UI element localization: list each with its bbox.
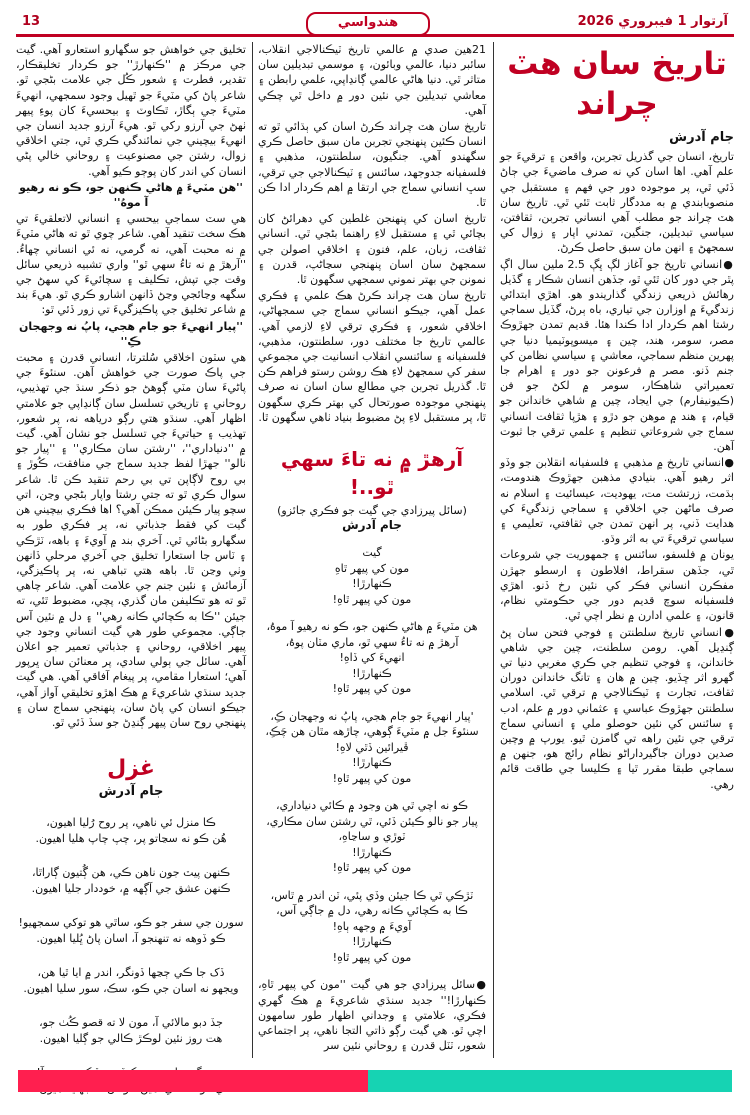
poem-line: ڪنهارڙا! xyxy=(352,845,392,859)
page-header xyxy=(16,12,734,34)
ghazal-title: غزل xyxy=(107,756,155,782)
poem-line: ڦيرائين ڏٿي لاهِ! xyxy=(335,740,409,754)
newspaper-logo: هندواسي xyxy=(306,12,430,36)
poem-line: مون کي پيهر ٿاهِ xyxy=(334,561,410,575)
ghazal-couplet xyxy=(16,915,246,947)
poem-line: ڪنهارڙا! xyxy=(352,935,392,949)
poem-title: آرهڙ ۾ نه تاءَ سهي ٿو..! xyxy=(280,447,464,500)
article-paragraph: تخليق جي خواهش جو سگهارو استعارو آهي. گيت جي مرڪز ۾ ''ڪنهارڙ'' جو ڪردار تخليقڪار، تقدير، فطرت ۽ شعور ڪُل جي علامت بڻجي ٿو. شاعر پاڻ کي مٽيءَ جو ٿهيل وجود سمجهي، انهيءَ مٽيءَ جي ٻگاڙ، ٿڪاوٽ ۽ بيحسيءَ کان پوءِ پيهر ٺهڻ جي آرزو رکي ٿو. هيءَ آرزو جديد انسان جي انهيءَ بيچيني جي نمائندگي ڪري ٿي، جتي اخلاقي زوال، رشتن جي مصنوعيت ۽ روحاني خالي پڻي انسان کي اندر کان پوڄو ڪيو آهي. xyxy=(16,43,246,178)
ghazal-line: هت روز نئين لوڪڙ ڪالي جو ڳليا اهيون. xyxy=(39,1032,223,1046)
article-byline: جام آدرش xyxy=(669,130,734,145)
poem-line: گيت xyxy=(362,546,382,560)
ghazal-line: ڪو ڏوهه نه تنهنجو آ، اسان پاڻ ڀُليا اهيون. xyxy=(36,932,226,946)
ghazal-line: هُن ڪو نه سڃاتو پر، چپ چاپ هليا اهيون. xyxy=(35,832,227,846)
header-rule xyxy=(16,34,734,37)
poem-line: ڪا به ڪچائي ڪانه رهي، دل ۾ جاڳي آس، xyxy=(276,904,468,918)
poem-line: مون کي پيهر ٿاهِ! xyxy=(332,682,412,696)
ghazal-couplet xyxy=(16,965,246,997)
poem-stanza xyxy=(258,619,486,697)
ghazal-line: ڪنهن پيٽ جون ناهن ڪي، هن ڳُتيون ڳاراٿا، xyxy=(31,866,231,880)
poem-line: پيار جو نالو ڪيئن ڏئي، ٿي رشتن سان مڪاري، xyxy=(266,814,478,828)
poem-line: مون کي پيهر ٿاهِ! xyxy=(332,771,412,785)
middle-column xyxy=(258,42,486,1055)
article-paragraph: ●انساني تاريخ جو آغاز لڳ ڀڳ 2.5 ملين سال اڳ پٿر جي دور کان ٿئي ٿو، جڏهن انسان شڪار ۽ گڏيل رهائش ذريعي زندگي گذاريندو هو. اهڙي ابتدائي زندگيءَ ۾ اوزارن جي تياري، باه ٻرڻ، گڏيل سماجي رشتا اهم ڪردار ادا ڪندا هئا. قديم تمدن جهڙوڪ مصر، سومر، هند، چين ۽ ميسوپوٽيميا دنيا جي پهرين منظم سماجي، معاشي ۽ سياسي نظامن کي جنم ڏنو. مصر ۾ فرعونن جو دور ۽ اهرام جا تعميراتي شاهڪار، سومر ۾ لکڻ جو فن (ڪيونيفارم) جي ايجاد، چين ۾ شاهي خاندانن جو قيام، ۽ هند ۾ موهن جو دڙو ۽ هڙپا ثقافت انساني سماج جي شروعاتي تنظيم ۽ علمي ترقي جا ثبوت آهن. xyxy=(500,257,734,454)
article-paragraph: هي سٽون اخلاقي سُلترتا، انساني قدرن ۽ محبت جي پاڪ صورت جي خواهش آهن. سنئوءَ جي پاڻيءَ سان مٽي ڳوهڻ جو ذڪر سنڌ جي تهذيبي، روحاني ۽ تاريخي تسلسل سان ڳانڍاپي جو علامتي اظهار آهي. سنڌو هتي رڳو درياهه نه، پر شعور، تهذيب ۽ حياتيءَ جي تسلسل جو نشان آهي. گيت ۾ ''دنياداري''، ''رشتن سان مڪاري'' ۽ ''پيار جو نالو'' جهڙا لفظ جديد سماج جي منافقت، ڪُوڙ ۽ بي روح لاڳاپن تي بي رحم تنقيد ڪن ٿا. شاعر سوال ڪري ٿو ته جتي رشتا واپار بڻجي وڃن، اتي سچو پيار ڪيئن ممڪن آهي؟ اها فڪري بيچيني هن گيت کي فقط جذباتي نه، پر فڪري طور به سگهارو بڻائي ٿي. آخري بند ۾ آويءَ ۽ باهه، ٽڙڪي ۽ ٽاس جا استعارا تخليق جي آخري مرحلي ڏانهن وٺي وڃن ٿا. باهه هتي تباهي نه، پر پاڪيزگي، آزمائش ۽ نئين جنم جي علامت آهي. شاعر چاهي ٿو ته هو تڪليفن مان گذري، پچي، مضبوط ٿئي، ته جيئن ''ڪا به ڪچائي ڪانه رهي'' ۽ دل ۾ نئين آس جاڳي. مجموعي طور هي گيت انساني وجود جي پيهر اخلاقي، روحاني ۽ جذباتي تعمير جو اعلان آهي. سائل جي ٻولي سادي، پر معنائن سان ڀرپور آهي؛ استعارا مقامي، پر پيغام آفاقي آهي. هي گيت جديد سنڌي شاعريءَ ۾ هڪ اهڙو تخليقي آواز آهي، جيڪو انسان کي پاڻ سان، پنهنجي سماج سان ۽ پنهنجي روح سان پيهر ڳنڍڻ جو سڏ ڏئي ٿو. xyxy=(16,351,246,729)
poem-line: ڪو نه اچي ٿي هن وجود ۾ ڪائي دنياداري، xyxy=(276,799,468,813)
ghazal-couplet xyxy=(16,1015,246,1047)
left-column xyxy=(16,42,246,1115)
article-paragraph: ●انساني تاريخ ۾ مذهبي ۽ فلسفيانه انقلابن جو وڏو اثر رهيو آهي. بنيادي مذهبن جهڙوڪ هندومت، ٻڌمت، زرتشت مت، يهوديت، عيسائيت ۽ اسلام نه صرف ماڻهن جي اخلاقي ۽ سماجي زندگيءَ کي هدايت ڏني، پر انهن تمدن جي ثقافتي، تعليمي ۽ سياسي ترقيءَ تي به اثر وڌو. xyxy=(500,456,734,546)
article-paragraph: 21هين صدي ۾ عالمي تاريخ ٽيڪنالاجي انقلاب، سائبر دنيا، عالمي وبائون، ۽ موسمي تبديلين سان متاثر ٿي. دنيا هاڻي عالمي ڳانڍاپي، علمي رابطن ۽ معاشي تبديلين جي نئين دور ۾ داخل ٿي چڪي آهي. xyxy=(258,43,486,117)
article-paragraph: ●انساني تاريخ سلطنتن ۽ فوجي فتحن سان پڻ ڳنڍيل آهي. رومن سلطنت، چين جي شاهي خاندانن، ۽ فوجي تنظيم جي ڪري مغربي دنيا تي گهرو اثر ڇڏيو. چين ۾ هان ۽ تانگ خاندانن دوران ثقافت، تجارت ۽ ٽيڪنالاجي ۾ ترقي ٿي. اسلامي سلطنتن جهڙوڪ عباسي ۽ عثماني دور ۾ علم، ادب ۽ سائنس کي نئين حوصلو ملي ۽ انساني سماج ترقي جي نئين راهه تي گامزن ٿيو. يورپ ۾ وچين صدين دوران جاگيرداراڻو نظام رائج هو، جنهن ۾ سماجي طبقا مقرر ٿيا ۽ ڪليسا جي طاقت قائم رهي. xyxy=(500,625,734,791)
article-paragraph: تاريخ سان هٽ چراند ڪرڻ اسان کي ٻڌائي ٿو ته انسان ڪئين پنهنجي تجربن مان سبق حاصل ڪري سگهندو آهي. جنگيون، سلطنتون، مذهبي ۽ فلسفيانه جدوجهد، سائنس ۽ ٽيڪنالاجي جي ترقي، سڀ انساني سماج جي ارتقا ۾ اهم ڪردار ادا ڪن ٿا. xyxy=(258,120,486,210)
column-divider xyxy=(493,42,494,1058)
ghazal-line: ويجهو نه اسان جي ڪو، سڪ، سور سليا اهيون. xyxy=(23,982,239,996)
ghazal-byline: جام آدرش xyxy=(98,784,164,800)
quoted-line: ''هن مٽيءَ ۾ هاڻي ڪنهن جو، ڪو نه رهيو آ موهُ'' xyxy=(19,180,243,210)
poem-stanza xyxy=(258,545,486,607)
ghazal-line: ڪنهن عشق جي آڳهه ۾، خوددار جليا اهيون. xyxy=(31,882,231,896)
footer-bar-teal xyxy=(368,1070,732,1092)
ghazal-line: ڏک جا ڪي ڄڃها ڏونگر، اندر ۾ ايا ٿيا هن، xyxy=(37,966,225,980)
article-paragraph: ●سائل پيرزادي جو هي گيت ''مون کي پيهر ٿاهِ، ڪنهارڙا!'' جديد سنڌي شاعريءَ ۾ هڪ گهري فڪري، علامتي ۽ وجداني اظهار طور سامهون اچي ٿو. هي گيت رڳو ذاتي التجا ناهي، پر اجتماعي شعور، ٽٽل قدرن ۽ روحاني نئين سر xyxy=(258,978,486,1053)
ghazal-couplet xyxy=(16,815,246,847)
article-paragraph: تاريخ سان هٽ چراند ڪرڻ هڪ علمي ۽ فڪري عمل آهي، جيڪو انساني سماج جي سمجهاڻي، اخلاقي شعور، ۽ فڪري ترقي لاءِ لازمي آهي. عالمي تاريخ جا مختلف دور، سلطنتون، مذهبي، فلسفيانه ۽ سائنسي انقلاب انسانيت جي مجموعي سفر کي سمجهڻ لاءِ هڪ روشن رستو فراهم ڪن ٿا. گذريل تجربن جي مطالع سان اسان نه صرف پنهنجي موجوده صورتحال کي بهتر ڪري سگهون ٿا، پر مستقبل لاءِ پڻ مضبوط بنياد ٺاهي سگهون ٿا. xyxy=(258,289,486,424)
article-paragraph: يونان ۾ فلسفو، سائنس ۽ جمهوريت جي شروعات ٿي، جڏهن سقراط، افلاطون ۽ ارسطو جهڙن مفڪرن انساني فڪر کي نئين رخ ڏنو. اهڙي فلسفيانه سوچ قديم دور جي حڪومتي نظام، قانون، ۽ علمي ادارن ۾ نظر اچي ٿي. xyxy=(500,548,734,623)
poem-line: مون کي پيهر ٿاهِ! xyxy=(332,950,412,964)
poem-line: هن مٽيءَ ۾ هاڻي ڪنهن جو، ڪو نه رهيو آ موهُ، xyxy=(266,620,478,634)
footer-bar-red xyxy=(18,1070,368,1092)
poem-line: مون کي پيهر ٿاهِ! xyxy=(332,861,412,875)
quoted-line: ''پيار انهيءَ جو جام هجي، پاپُ نه وجهجان ڪِ'' xyxy=(19,319,243,348)
ghazal-line: ڪا منزل ئي ناهي، پر روح رُليا اهيون، xyxy=(46,816,216,830)
poem-line: ٽڙڪي ٿي ڪا جيئن وڏي پئي، ٽن اندر ۾ ٿاس، xyxy=(270,888,474,902)
ghazal-line: جڏ دبو مالائي آ، مون لا ته قصو ڪُٺ جو، xyxy=(39,1016,223,1030)
poem-line: آرهڙ ۾ نه تاءُ سهي ٿو، ماري مٽان پوهُ، xyxy=(285,635,459,649)
poem-line: ڪنهارڙا! xyxy=(352,756,392,770)
poem-subtitle: (سائل پيرزادي جي گيت جو فڪري جائزو) xyxy=(277,504,467,518)
poem-line: ڪنهارڙا! xyxy=(352,577,392,591)
poem-stanza xyxy=(258,888,486,966)
poem-line: ڪنهارڙا! xyxy=(352,666,392,680)
poem-line: 'پيار انهيءَ جو جام هجي، پاپُ نه وجهجان ڪِ، xyxy=(270,709,474,723)
article-paragraph: هي سٽ سماجي بيحسي ۽ انساني لاتعلقيءَ تي هڪ سخت تنقيد آهي. شاعر چوي ٿو ته هاڻي مٽيءَ ۾ نه محبت آهي، نه گرمي، نه ئي انساني چهاءُ. ''آرهڙ ۾ نه تاءُ سهي ٿو'' واري تشبيه ذريعي سائل وقت جي تپش، تڪليف ۽ سچائيءَ کي سهڻ جي سگهه وڃائجي وڃڻ ڏانهن اشارو ڪري ٿو. هيءَ بند ۾ شاعر تخليق جي پاڪيزگيءَ تي زور ڏئي ٿو: xyxy=(16,212,246,317)
article-column xyxy=(500,42,734,793)
article-paragraph: تاريخ، انسان جي گذريل تجربن، واقعن ۽ ترقيءَ جو علم آهي. اها اسان کي نه صرف ماضيءَ جي ڄاڻ ڏئي ٿي، پر موجوده دور جي فهم ۽ مستقبل جي منصوبابندي ۾ به مددگار ثابت ٿئي ٿي. تاريخ سان هٽ چراند جو مطلب آهي انساني تجربن، ثقافتن، سياسي تبديلين، جنگين، تمدني اپار ۽ زوال کي سمجهڻ ۽ انهن مان سبق حاصل ڪرڻ. xyxy=(500,150,734,255)
article-title: تاريخ سان هٽ چراند xyxy=(507,46,727,122)
ghazal-line: سورن جي سفر جو ڪو، ساٿي هو توکي سمجهيو! xyxy=(18,916,244,930)
article-paragraph: تاريخ اسان کي پنهنجن غلطين کي دهرائڻ کان بچائي ٿي ۽ مستقبل لاءِ راهنما بڻجي ٿي. انساني ثقافت، زبان، علم، فنون ۽ اخلاقي اصولن جي سمجهڻ سان اسان پنهنجي سڃاڻپ، قدرن ۽ نمونن جي بهتر نموني سمجهي سگهون ٿا. xyxy=(258,212,486,287)
poem-line: آويءَ ۾ وجهه ٻاهِ! xyxy=(332,919,412,933)
poem-line: مون کي پيهر ٿاهِ! xyxy=(332,592,412,606)
poem-line: ٽوڙي و ساڃاهِ، xyxy=(338,830,406,844)
column-divider xyxy=(252,42,253,1058)
poem-stanza xyxy=(258,709,486,787)
page-footer xyxy=(18,1070,732,1092)
poem-line: انهيءَ کي ڏاهِ! xyxy=(339,651,405,665)
page-number: 13 xyxy=(22,14,41,29)
ghazal-couplet xyxy=(16,865,246,897)
issue-date: آرتوار 1 فيبروري 2026 xyxy=(577,14,728,29)
poem-byline: جام آدرش xyxy=(342,518,402,533)
poem-stanza xyxy=(258,798,486,876)
poem-line: سنئوءَ جل ۾ مٽيءَ ڳوهي، چاڙهه مٿان هن چَڪِ، xyxy=(265,725,479,739)
